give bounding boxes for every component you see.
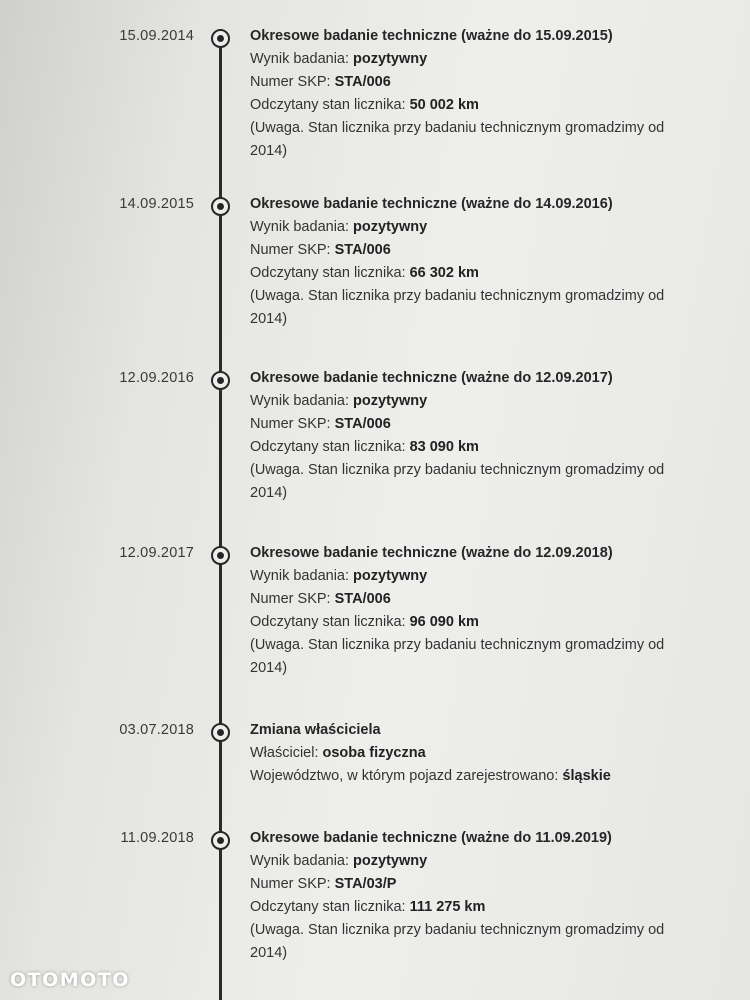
- skp-value: STA/006: [334, 242, 391, 258]
- timeline-dot-icon: [211, 723, 230, 742]
- result-row: [250, 48, 700, 71]
- odometer-row: [250, 262, 700, 285]
- skp-row: [250, 239, 700, 262]
- skp-label: Numer SKP:: [250, 591, 331, 607]
- odometer-value: 111 275 km: [409, 899, 486, 915]
- timeline-event-inspection: [0, 370, 750, 520]
- skp-label: Numer SKP:: [250, 74, 331, 90]
- odometer-value: 66 302 km: [409, 265, 479, 281]
- result-value: pozytywny: [353, 853, 428, 869]
- otomoto-watermark: OTOMOTO: [10, 969, 130, 991]
- skp-row: [250, 873, 700, 896]
- event-details: [250, 545, 700, 680]
- event-title: Okresowe badanie techniczne (ważne do 11.09.2019): [250, 830, 612, 846]
- odometer-label: Odczytany stan licznika:: [250, 97, 406, 113]
- timeline-dot-icon: [211, 371, 230, 390]
- result-value: pozytywny: [353, 219, 428, 235]
- odometer-row: [250, 896, 700, 919]
- event-details: [250, 830, 700, 965]
- result-label: Wynik badania:: [250, 393, 350, 409]
- skp-label: Numer SKP:: [250, 876, 331, 892]
- event-title: Okresowe badanie techniczne (ważne do 14.09.2016): [250, 196, 613, 212]
- odometer-value: 83 090 km: [409, 439, 479, 455]
- region-row: [250, 765, 700, 788]
- region-value: śląskie: [562, 768, 611, 784]
- event-title: Okresowe badanie techniczne (ważne do 15.09.2015): [250, 28, 613, 44]
- event-date: 14.09.2015: [119, 196, 194, 212]
- timeline-dot-icon: [211, 546, 230, 565]
- event-date: 15.09.2014: [119, 28, 194, 44]
- timeline-event-inspection: [0, 545, 750, 695]
- timeline-dot-icon: [211, 29, 230, 48]
- skp-label: Numer SKP:: [250, 416, 331, 432]
- odometer-note: (Uwaga. Stan licznika przy badaniu technicznym gromadzimy od 2014): [250, 462, 665, 501]
- odometer-row: [250, 94, 700, 117]
- skp-row: [250, 588, 700, 611]
- timeline-event-inspection: [0, 830, 750, 980]
- skp-value: STA/006: [334, 591, 391, 607]
- result-value: pozytywny: [353, 51, 428, 67]
- odometer-note: (Uwaga. Stan licznika przy badaniu technicznym gromadzimy od 2014): [250, 637, 665, 676]
- event-title: Okresowe badanie techniczne (ważne do 12.09.2017): [250, 370, 613, 386]
- owner-value: osoba fizyczna: [322, 745, 426, 761]
- odometer-value: 50 002 km: [409, 97, 479, 113]
- result-label: Wynik badania:: [250, 568, 350, 584]
- skp-value: STA/006: [334, 416, 391, 432]
- odometer-label: Odczytany stan licznika:: [250, 614, 406, 630]
- result-value: pozytywny: [353, 393, 428, 409]
- odometer-label: Odczytany stan licznika:: [250, 899, 406, 915]
- timeline-event-inspection: [0, 28, 750, 178]
- timeline-event-owner-change: [0, 722, 750, 802]
- odometer-note: (Uwaga. Stan licznika przy badaniu technicznym gromadzimy od 2014): [250, 288, 665, 327]
- odometer-note: (Uwaga. Stan licznika przy badaniu technicznym gromadzimy od 2014): [250, 120, 665, 159]
- event-date: 12.09.2017: [119, 545, 194, 561]
- result-label: Wynik badania:: [250, 51, 350, 67]
- event-date: 12.09.2016: [119, 370, 194, 386]
- event-date: 11.09.2018: [120, 830, 194, 846]
- event-details: [250, 196, 700, 331]
- region-label: Województwo, w którym pojazd zarejestrowano:: [250, 768, 559, 784]
- event-title: Zmiana właściciela: [250, 722, 381, 738]
- skp-value: STA/03/P: [334, 876, 397, 892]
- skp-value: STA/006: [334, 74, 391, 90]
- odometer-label: Odczytany stan licznika:: [250, 265, 406, 281]
- owner-label: Właściciel:: [250, 745, 319, 761]
- event-details: [250, 722, 700, 788]
- timeline-event-inspection: [0, 196, 750, 346]
- odometer-row: [250, 436, 700, 459]
- skp-row: [250, 71, 700, 94]
- result-row: [250, 850, 700, 873]
- event-details: [250, 28, 700, 163]
- result-row: [250, 390, 700, 413]
- skp-label: Numer SKP:: [250, 242, 331, 258]
- odometer-note: (Uwaga. Stan licznika przy badaniu technicznym gromadzimy od 2014): [250, 922, 665, 961]
- timeline-dot-icon: [211, 197, 230, 216]
- odometer-value: 96 090 km: [409, 614, 479, 630]
- event-date: 03.07.2018: [119, 722, 194, 738]
- result-label: Wynik badania:: [250, 853, 350, 869]
- skp-row: [250, 413, 700, 436]
- result-value: pozytywny: [353, 568, 428, 584]
- result-row: [250, 565, 700, 588]
- result-label: Wynik badania:: [250, 219, 350, 235]
- event-title: Okresowe badanie techniczne (ważne do 12.09.2018): [250, 545, 613, 561]
- timeline-dot-icon: [211, 831, 230, 850]
- odometer-label: Odczytany stan licznika:: [250, 439, 406, 455]
- owner-row: [250, 742, 700, 765]
- odometer-row: [250, 611, 700, 634]
- result-row: [250, 216, 700, 239]
- event-details: [250, 370, 700, 505]
